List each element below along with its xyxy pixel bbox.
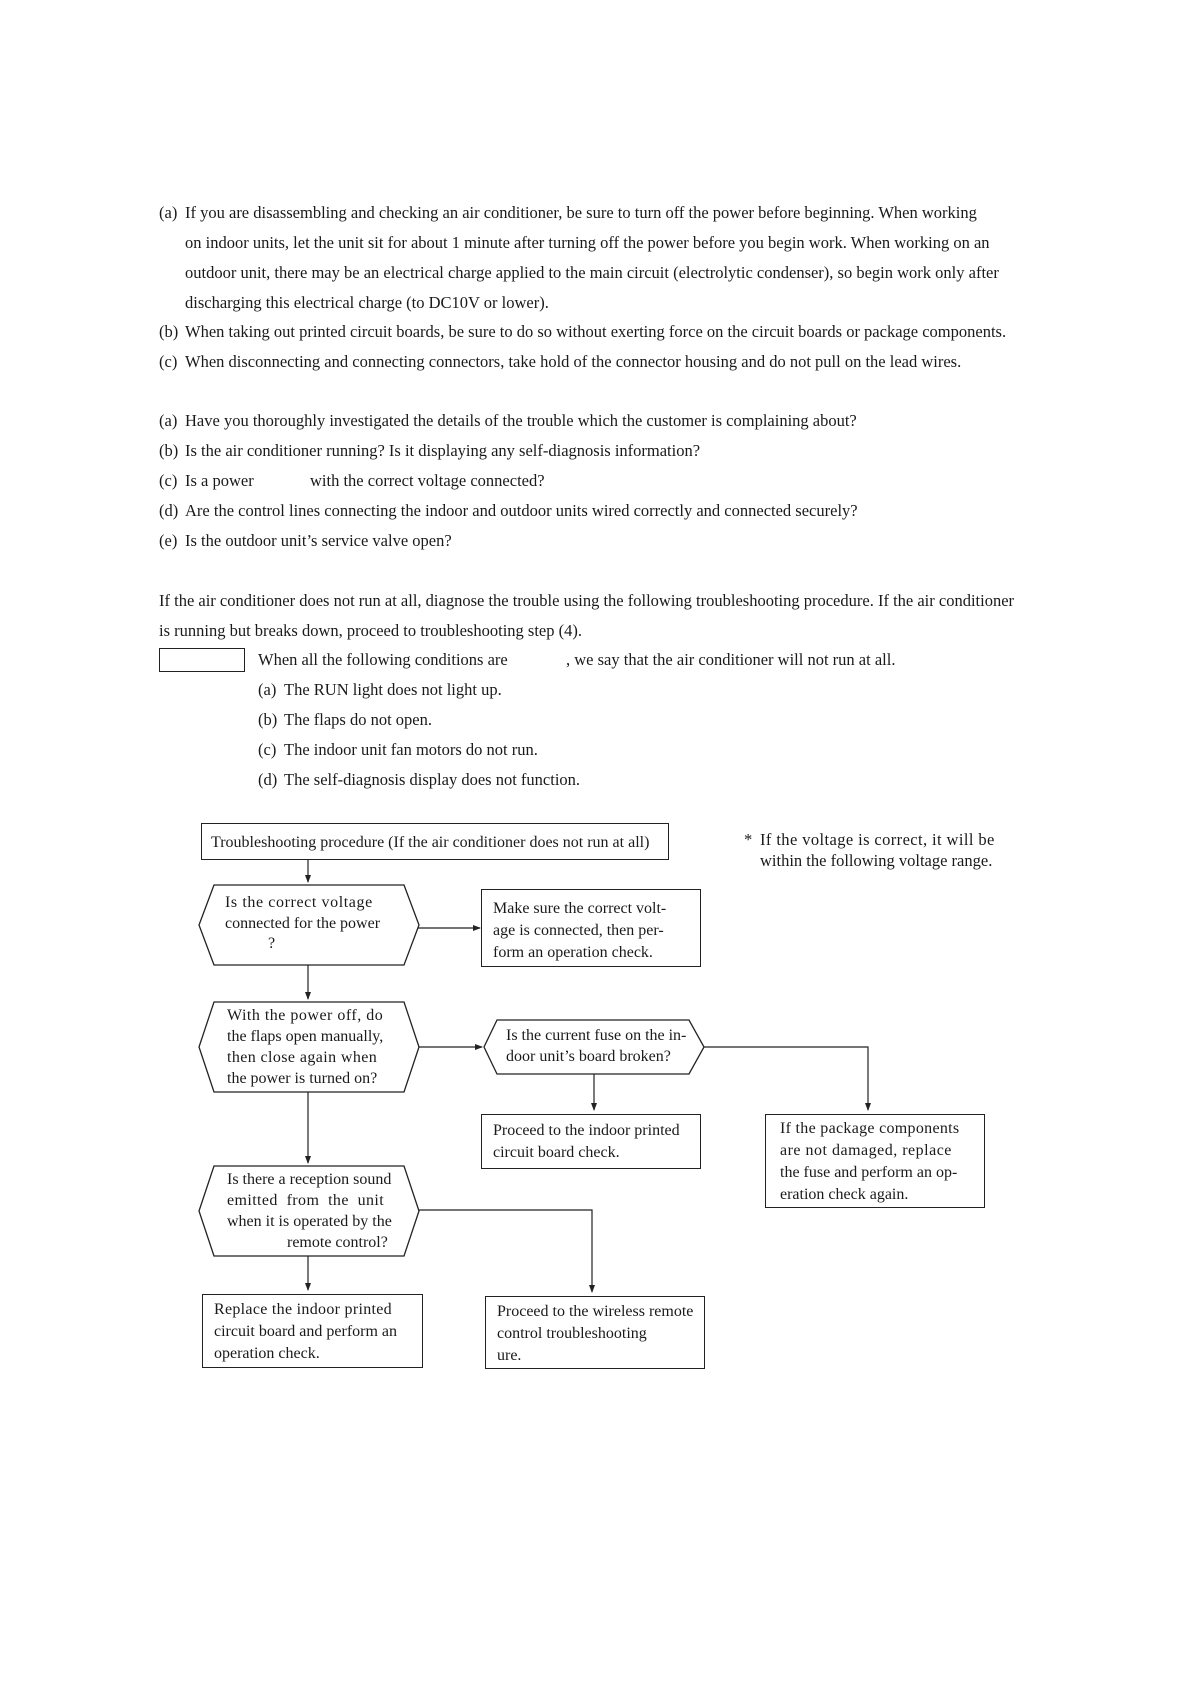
flowchart-title: Troubleshooting procedure (If the air conditioner does not run at all): [201, 823, 669, 860]
decision-reception-sound: [198, 1165, 420, 1257]
precaution-a-label: (a): [159, 203, 178, 222]
condition-b-label: (b): [258, 710, 278, 729]
check-c-label: (c): [159, 471, 178, 490]
action-replace-board-line-2: circuit board and perform an: [214, 1323, 398, 1340]
arrow-fuse-to-replace-fuse: [702, 1047, 868, 1110]
condition-d-label: (d): [258, 770, 278, 789]
check-c-text-start: Is a power: [185, 471, 254, 490]
condition-c-label: (c): [258, 740, 277, 759]
precaution-a-line-2: on indoor units, let the unit sit for about 1 minute after turning off the power before you begin work. When working on an: [185, 233, 990, 252]
check-b-label: (b): [159, 441, 179, 460]
check-d-text: Are the control lines connecting the indoor and outdoor units wired correctly and connected securely?: [185, 501, 858, 520]
condition-a-label: (a): [258, 680, 277, 699]
check-a-label: (a): [159, 411, 178, 430]
check-b-text: Is the air conditioner running? Is it displaying any self-diagnosis information?: [185, 441, 701, 460]
action-remote-line-3: ure.: [497, 1347, 522, 1364]
precaution-a-line-3: outdoor unit, there may be an electrical charge applied to the main circuit (electrolytic condenser), so begin work only after: [185, 263, 999, 282]
action-replace-indoor-board: [202, 1294, 423, 1368]
condition-text-start: When all the following conditions are: [258, 650, 508, 669]
decision-voltage-line-2: connected for the power: [225, 915, 381, 932]
note-line-2: within the following voltage range.: [760, 851, 993, 870]
action-make-sure-line-3: form an operation check.: [493, 944, 653, 961]
decision-flaps-line-1: With the power off, do: [227, 1007, 384, 1024]
decision-fuse-line-1: Is the current fuse on the in-: [506, 1027, 687, 1044]
decision-flaps-line-2: the flaps open manually,: [227, 1028, 384, 1045]
decision-flaps-line-4: the power is turned on?: [227, 1070, 378, 1087]
decision-reception-line-2: emitted from the unit: [227, 1192, 385, 1209]
decision-fuse: [483, 1019, 705, 1075]
decision-flaps: [198, 1001, 420, 1093]
note-asterisk: *: [744, 830, 753, 849]
check-c-text-end: with the correct voltage connected?: [310, 471, 545, 490]
action-replace-fuse-line-1: If the package components: [780, 1120, 960, 1137]
action-replace-fuse: [765, 1114, 985, 1208]
check-d-label: (d): [159, 501, 179, 520]
decision-voltage: [198, 884, 420, 966]
condition-a-text: The RUN light does not light up.: [284, 680, 502, 699]
action-remote-line-2: control troubleshooting: [497, 1325, 647, 1342]
precaution-c-text: When disconnecting and connecting connectors, take hold of the connector housing and do not pull on the lead wires.: [185, 352, 962, 371]
decision-flaps-line-3: then close again when: [227, 1049, 378, 1066]
intro-line-2: is running but breaks down, proceed to troubleshooting step (4).: [159, 621, 582, 640]
action-replace-board-line-3: operation check.: [214, 1345, 320, 1362]
arrow-reception-to-remote: [418, 1210, 592, 1292]
intro-line-1: If the air conditioner does not run at all, diagnose the trouble using the following troubleshooting procedure. If the air conditioner: [159, 591, 1015, 610]
precaution-a-line-1: If you are disassembling and checking an air conditioner, be sure to turn off the power before beginning. When working: [185, 203, 977, 222]
action-make-sure-voltage: [481, 889, 701, 967]
decision-reception-line-4: remote control?: [287, 1234, 388, 1251]
condition-c-text: The indoor unit fan motors do not run.: [284, 740, 538, 759]
condition-text-end: , we say that the air conditioner will not run at all.: [566, 650, 896, 669]
decision-voltage-line-1: Is the correct voltage: [225, 894, 373, 911]
action-wireless-remote-troubleshooting: [485, 1296, 705, 1369]
condition-b-text: The flaps do not open.: [284, 710, 433, 729]
action-indoor-check-line-1: Proceed to the indoor printed: [493, 1122, 680, 1139]
action-replace-board-line-1: Replace the indoor printed: [214, 1301, 392, 1318]
condition-d-text: The self-diagnosis display does not function.: [284, 770, 581, 789]
check-e-label: (e): [159, 531, 178, 550]
precaution-b-label: (b): [159, 322, 179, 341]
decision-reception-line-3: when it is operated by the: [227, 1213, 392, 1230]
check-e-text: Is the outdoor unit’s service valve open?: [185, 531, 452, 550]
action-replace-fuse-line-2: are not damaged, replace: [780, 1142, 952, 1159]
note-line-1: If the voltage is correct, it will be: [760, 830, 995, 849]
decision-fuse-line-2: door unit’s board broken?: [506, 1048, 671, 1065]
action-make-sure-line-1: Make sure the correct volt-: [493, 900, 667, 917]
decision-voltage-line-3: ?: [268, 935, 276, 952]
precaution-b-text: When taking out printed circuit boards, be sure to do so without exerting force on the circuit boards or package components.: [185, 322, 1007, 341]
precaution-a-line-4: discharging this electrical charge (to DC10V or lower).: [185, 293, 549, 312]
decision-reception-line-1: Is there a reception sound: [227, 1171, 392, 1188]
action-make-sure-line-2: age is connected, then per-: [493, 922, 664, 939]
action-indoor-board-check: [481, 1114, 701, 1169]
action-remote-line-1: Proceed to the wireless remote: [497, 1303, 694, 1320]
precaution-c-label: (c): [159, 352, 178, 371]
check-a-text: Have you thoroughly investigated the details of the trouble which the customer is complaining about?: [185, 411, 857, 430]
action-indoor-check-line-2: circuit board check.: [493, 1144, 620, 1161]
action-replace-fuse-line-4: eration check again.: [780, 1186, 909, 1203]
action-replace-fuse-line-3: the fuse and perform an op-: [780, 1164, 958, 1181]
